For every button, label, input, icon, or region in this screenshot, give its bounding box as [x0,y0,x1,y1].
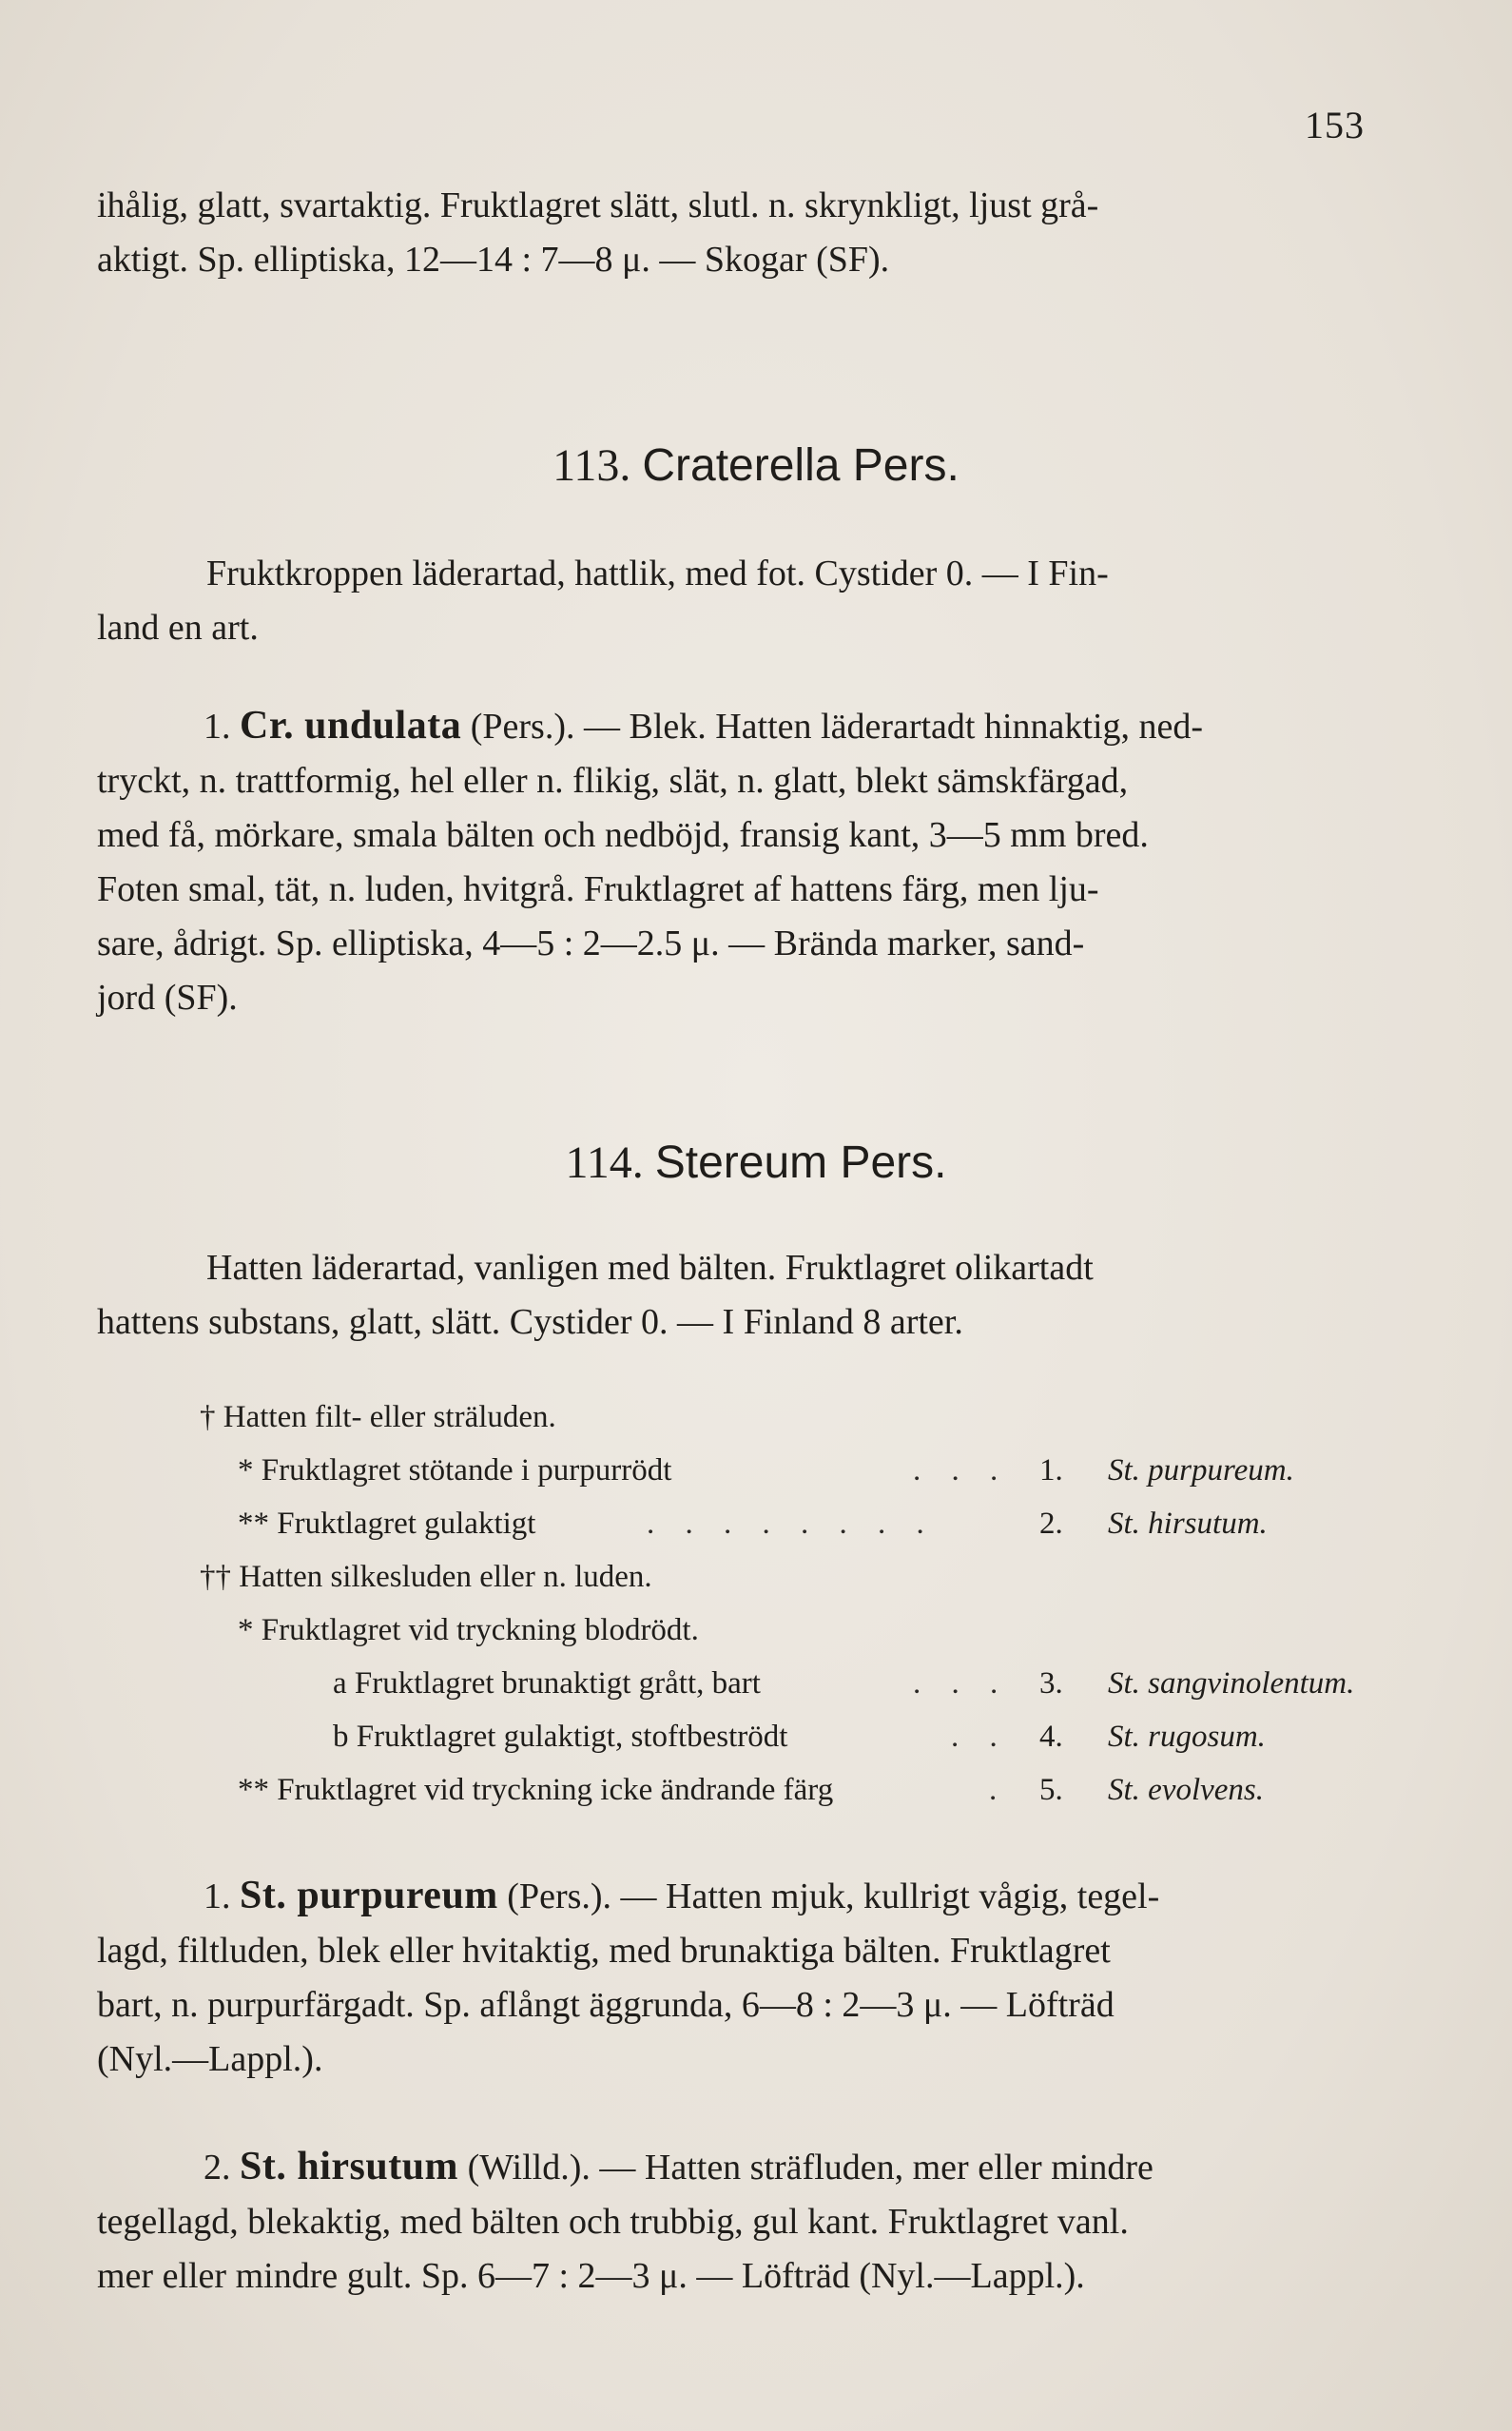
text-line: land en art. [97,608,259,648]
text-line: sare, ådrigt. Sp. elliptiska, 4—5 : 2—2.5 μ. — Brända marker, sand- [97,924,1085,963]
page-number: 153 [1305,104,1365,146]
species-first-line [97,2140,1428,2195]
key-row [200,1710,1379,1763]
key-description: † Hatten filt- eller sträluden. [200,1400,556,1434]
dot-leader: . [989,1773,1009,1807]
species-name: St. purpureum [240,1874,498,1917]
key-description: * Fruktlagret vid tryckning blodrödt. [238,1613,699,1647]
section-113-description [97,547,1428,655]
key-description: * Fruktlagret stötande i purpurrödt [238,1453,672,1488]
species-number: 1. [204,707,231,747]
text-line: hattens substans, glatt, slätt. Cystider 0. — I Finland 8 arter. [97,1302,963,1342]
species-stereum-purpureum [97,1869,1428,2087]
genus-name: Stereum Pers. [654,1138,947,1188]
dot-leader: . . . [913,1666,1010,1701]
intro-continuation [97,179,1428,287]
section-heading-114 [0,1137,1512,1189]
key-row [200,1550,1379,1604]
species-number: 2. [204,2148,231,2188]
key-description: a Fruktlagret brunaktigt grått, bart [333,1666,761,1701]
section-number: 113. [552,440,631,491]
section-114-description [97,1241,1428,1350]
text-line: mer eller mindre gult. Sp. 6—7 : 2—3 μ. — Löfträd (Nyl.—Lappl.). [97,2256,1085,2296]
key-description: b Fruktlagret gulaktigt, stoftbeströdt [333,1720,788,1754]
section-heading-113 [0,439,1512,492]
key-description: ** Fruktlagret vid tryckning icke ändrande färg [238,1773,834,1807]
text-line: jord (SF). [97,978,238,1018]
dot-leader: . . [951,1720,1009,1754]
key-species: St. hirsutum. [1108,1507,1268,1541]
key-number: 4. [1039,1720,1063,1754]
text-line: tegellagd, blekaktig, med bälten och trubbig, gul kant. Fruktlagret vanl. [97,2202,1129,2242]
text-line: bart, n. purpurfärgadt. Sp. aflångt äggrunda, 6—8 : 2—3 μ. — Löfträd [97,1985,1115,2025]
text-line: Hatten läderartad, vanligen med bälten. Fruktlagret olikartadt [206,1248,1094,1288]
species-first-line [97,1869,1428,1924]
key-species: St. evolvens. [1108,1773,1265,1807]
key-row [200,1391,1379,1444]
text-line: lagd, filtluden, blek eller hvitaktig, med brunaktiga bälten. Fruktlagret [97,1931,1111,1971]
species-text: (Willd.). — Hatten sträfluden, mer eller mindre [458,2148,1153,2188]
key-species: St. purpureum. [1108,1453,1294,1488]
identification-key [200,1391,1379,1817]
species-name: St. hirsutum [240,2145,459,2188]
key-row [200,1604,1379,1657]
species-text: (Pers.). — Hatten mjuk, kullrigt vågig, tegel- [497,1877,1160,1916]
key-row [200,1497,1379,1550]
species-first-line [97,699,1428,754]
species-number: 1. [204,1877,231,1916]
text-line: (Nyl.—Lappl.). [97,2039,323,2079]
key-description: †† Hatten silkesluden eller n. luden. [200,1560,652,1594]
key-description: ** Fruktlagret gulaktigt [238,1507,536,1541]
dot-leader: . . . [913,1453,1010,1488]
key-number: 3. [1039,1666,1063,1701]
key-species: St. sangvinolentum. [1108,1666,1355,1701]
species-stereum-hirsutum [97,2140,1428,2304]
text-line: med få, mörkare, smala bälten och nedböjd, fransig kant, 3—5 mm bred. [97,815,1149,855]
species-name: Cr. undulata [240,704,462,748]
key-row [200,1444,1379,1497]
key-species: St. rugosum. [1108,1720,1266,1754]
text-line: tryckt, n. trattformig, hel eller n. flikig, slät, n. glatt, blekt sämskfärgad, [97,761,1129,801]
text-line: ihålig, glatt, svartaktig. Fruktlagret slätt, slutl. n. skrynkligt, ljust grå- [97,185,1099,225]
key-number: 5. [1039,1773,1063,1807]
text-line: aktigt. Sp. elliptiska, 12—14 : 7—8 μ. — Skogar (SF). [97,240,890,280]
key-number: 2. [1039,1507,1063,1541]
species-text: (Pers.). — Blek. Hatten läderartadt hinnaktig, ned- [461,707,1204,747]
species-craterella-undulata [97,699,1428,1025]
key-number: 1. [1039,1453,1063,1488]
text-line: Fruktkroppen läderartad, hattlik, med fot. Cystider 0. — I Fin- [206,554,1109,593]
dot-leader: . . . . . . . . [647,1507,936,1541]
section-number: 114. [565,1138,644,1188]
text-line: Foten smal, tät, n. luden, hvitgrå. Fruktlagret af hattens färg, men lju- [97,869,1099,909]
key-row [200,1763,1379,1817]
key-row [200,1657,1379,1710]
genus-name: Craterella Pers. [642,440,960,491]
